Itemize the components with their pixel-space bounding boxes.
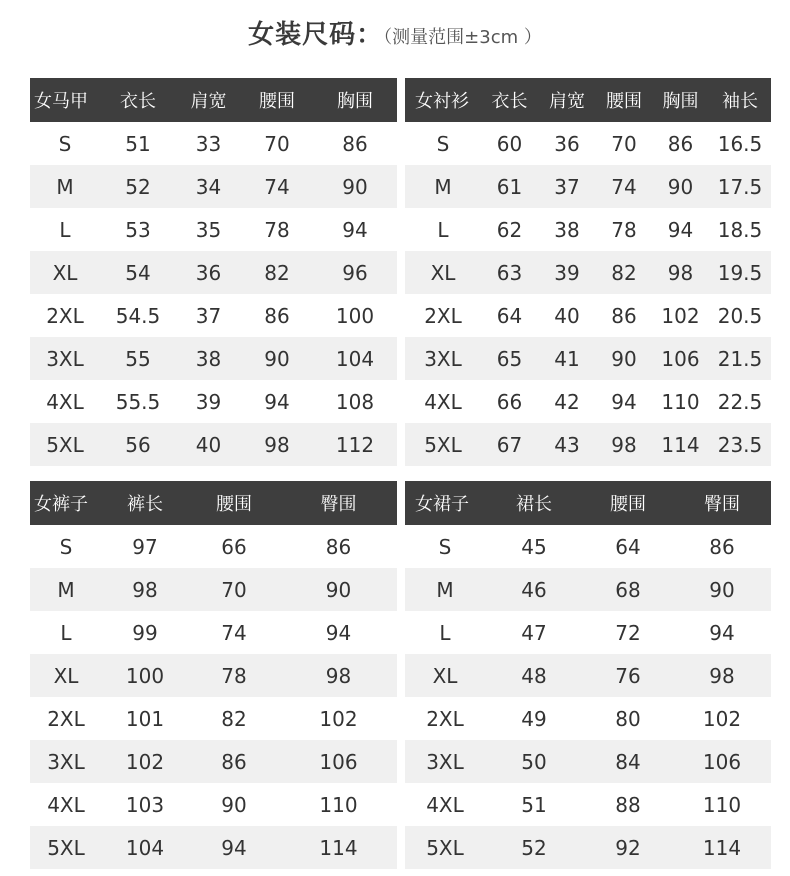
shirt-size-table xyxy=(405,78,771,466)
measurement-cell: 88 xyxy=(583,783,673,826)
page-title-subtitle: （测量范围±3cm ） xyxy=(383,27,542,48)
table-row xyxy=(30,122,397,165)
measurement-cell: 98 xyxy=(596,423,652,466)
table-row xyxy=(405,654,771,697)
measurement-cell: 90 xyxy=(313,165,397,208)
table-row xyxy=(405,783,771,826)
table-row xyxy=(30,337,397,380)
measurement-cell: 46 xyxy=(485,568,583,611)
measurement-cell: 16.5 xyxy=(709,122,771,165)
measurement-cell: 84 xyxy=(583,740,673,783)
size-label-cell: L xyxy=(30,611,102,654)
measurement-cell: 100 xyxy=(102,654,188,697)
size-label-cell: 5XL xyxy=(30,423,100,466)
header-cell: 裙长 xyxy=(485,481,583,525)
measurement-cell: 43 xyxy=(538,423,596,466)
skirt-size-table xyxy=(405,481,771,869)
measurement-cell: 94 xyxy=(596,380,652,423)
measurement-cell: 94 xyxy=(280,611,397,654)
size-label-cell: 5XL xyxy=(30,826,102,869)
table-row xyxy=(405,208,771,251)
measurement-cell: 39 xyxy=(176,380,241,423)
measurement-cell: 68 xyxy=(583,568,673,611)
measurement-cell: 74 xyxy=(596,165,652,208)
table-row xyxy=(30,654,397,697)
measurement-cell: 45 xyxy=(485,525,583,568)
size-label-cell: S xyxy=(405,525,485,568)
measurement-cell: 54 xyxy=(100,251,176,294)
measurement-cell: 74 xyxy=(241,165,313,208)
measurement-cell: 52 xyxy=(485,826,583,869)
measurement-cell: 21.5 xyxy=(709,337,771,380)
size-label-cell: XL xyxy=(30,251,100,294)
measurement-cell: 63 xyxy=(481,251,538,294)
measurement-cell: 86 xyxy=(673,525,771,568)
measurement-cell: 78 xyxy=(188,654,280,697)
header-cell-category: 女衬衫 xyxy=(405,78,481,122)
table-row xyxy=(30,165,397,208)
measurement-cell: 55.5 xyxy=(100,380,176,423)
measurement-cell: 19.5 xyxy=(709,251,771,294)
vest-size-table xyxy=(30,78,397,466)
measurement-cell: 86 xyxy=(241,294,313,337)
table-row xyxy=(405,697,771,740)
table-row xyxy=(405,380,771,423)
size-label-cell: 3XL xyxy=(30,337,100,380)
size-label-cell: XL xyxy=(405,654,485,697)
measurement-cell: 48 xyxy=(485,654,583,697)
page-title xyxy=(0,14,790,51)
measurement-cell: 40 xyxy=(538,294,596,337)
measurement-cell: 98 xyxy=(652,251,709,294)
measurement-cell: 86 xyxy=(313,122,397,165)
size-label-cell: M xyxy=(405,568,485,611)
measurement-cell: 94 xyxy=(652,208,709,251)
size-label-cell: L xyxy=(405,208,481,251)
size-label-cell: 2XL xyxy=(30,697,102,740)
size-label-cell: 4XL xyxy=(30,783,102,826)
table-row xyxy=(30,611,397,654)
measurement-cell: 64 xyxy=(583,525,673,568)
size-label-cell: S xyxy=(30,122,100,165)
measurement-cell: 98 xyxy=(102,568,188,611)
measurement-cell: 82 xyxy=(188,697,280,740)
table-row xyxy=(30,380,397,423)
measurement-cell: 86 xyxy=(596,294,652,337)
measurement-cell: 40 xyxy=(176,423,241,466)
size-label-cell: S xyxy=(30,525,102,568)
measurement-cell: 110 xyxy=(280,783,397,826)
measurement-cell: 41 xyxy=(538,337,596,380)
measurement-cell: 102 xyxy=(673,697,771,740)
measurement-cell: 66 xyxy=(188,525,280,568)
table-row xyxy=(405,337,771,380)
measurement-cell: 82 xyxy=(241,251,313,294)
page-title-main: 女装尺码： xyxy=(248,20,384,50)
measurement-cell: 82 xyxy=(596,251,652,294)
size-label-cell: XL xyxy=(30,654,102,697)
measurement-cell: 35 xyxy=(176,208,241,251)
table-row xyxy=(30,568,397,611)
measurement-cell: 103 xyxy=(102,783,188,826)
size-label-cell: 4XL xyxy=(30,380,100,423)
measurement-cell: 37 xyxy=(538,165,596,208)
measurement-cell: 56 xyxy=(100,423,176,466)
table-row xyxy=(30,423,397,466)
header-cell: 胸围 xyxy=(652,78,709,122)
size-label-cell: 3XL xyxy=(405,740,485,783)
measurement-cell: 51 xyxy=(100,122,176,165)
table-header-row xyxy=(30,78,397,122)
measurement-cell: 36 xyxy=(176,251,241,294)
measurement-cell: 97 xyxy=(102,525,188,568)
measurement-cell: 94 xyxy=(241,380,313,423)
measurement-cell: 90 xyxy=(188,783,280,826)
measurement-cell: 17.5 xyxy=(709,165,771,208)
measurement-cell: 55 xyxy=(100,337,176,380)
table-row xyxy=(30,697,397,740)
table-row xyxy=(30,740,397,783)
measurement-cell: 51 xyxy=(485,783,583,826)
measurement-cell: 102 xyxy=(652,294,709,337)
table-row xyxy=(405,423,771,466)
measurement-cell: 99 xyxy=(102,611,188,654)
measurement-cell: 92 xyxy=(583,826,673,869)
measurement-cell: 106 xyxy=(673,740,771,783)
size-label-cell: 5XL xyxy=(405,423,481,466)
measurement-cell: 104 xyxy=(102,826,188,869)
size-label-cell: 3XL xyxy=(30,740,102,783)
measurement-cell: 94 xyxy=(188,826,280,869)
measurement-cell: 90 xyxy=(652,165,709,208)
table-row xyxy=(405,165,771,208)
pants-size-table xyxy=(30,481,397,869)
measurement-cell: 70 xyxy=(188,568,280,611)
measurement-cell: 112 xyxy=(313,423,397,466)
measurement-cell: 54.5 xyxy=(100,294,176,337)
measurement-cell: 72 xyxy=(583,611,673,654)
measurement-cell: 49 xyxy=(485,697,583,740)
measurement-cell: 52 xyxy=(100,165,176,208)
measurement-cell: 34 xyxy=(176,165,241,208)
measurement-cell: 70 xyxy=(241,122,313,165)
measurement-cell: 98 xyxy=(241,423,313,466)
measurement-cell: 90 xyxy=(241,337,313,380)
measurement-cell: 90 xyxy=(596,337,652,380)
table-row xyxy=(405,568,771,611)
header-cell: 裤长 xyxy=(102,481,188,525)
header-cell: 腰围 xyxy=(596,78,652,122)
measurement-cell: 23.5 xyxy=(709,423,771,466)
size-label-cell: M xyxy=(405,165,481,208)
size-label-cell: L xyxy=(30,208,100,251)
measurement-cell: 86 xyxy=(188,740,280,783)
measurement-cell: 90 xyxy=(280,568,397,611)
measurement-cell: 78 xyxy=(596,208,652,251)
size-label-cell: 4XL xyxy=(405,783,485,826)
table-row xyxy=(405,740,771,783)
header-cell: 腰围 xyxy=(188,481,280,525)
measurement-cell: 86 xyxy=(652,122,709,165)
measurement-cell: 114 xyxy=(673,826,771,869)
size-label-cell: 2XL xyxy=(30,294,100,337)
size-label-cell: 2XL xyxy=(405,697,485,740)
measurement-cell: 104 xyxy=(313,337,397,380)
size-label-cell: 5XL xyxy=(405,826,485,869)
measurement-cell: 106 xyxy=(652,337,709,380)
size-label-cell: 4XL xyxy=(405,380,481,423)
measurement-cell: 98 xyxy=(280,654,397,697)
header-cell: 衣长 xyxy=(481,78,538,122)
measurement-cell: 53 xyxy=(100,208,176,251)
measurement-cell: 38 xyxy=(176,337,241,380)
measurement-cell: 80 xyxy=(583,697,673,740)
measurement-cell: 90 xyxy=(673,568,771,611)
table-row xyxy=(30,826,397,869)
measurement-cell: 86 xyxy=(280,525,397,568)
measurement-cell: 38 xyxy=(538,208,596,251)
header-cell: 臀围 xyxy=(673,481,771,525)
table-row xyxy=(30,294,397,337)
measurement-cell: 37 xyxy=(176,294,241,337)
measurement-cell: 110 xyxy=(652,380,709,423)
measurement-cell: 76 xyxy=(583,654,673,697)
table-row xyxy=(30,251,397,294)
measurement-cell: 114 xyxy=(652,423,709,466)
table-row xyxy=(405,611,771,654)
table-row xyxy=(405,122,771,165)
table-row xyxy=(405,251,771,294)
measurement-cell: 66 xyxy=(481,380,538,423)
header-cell-category: 女裙子 xyxy=(405,481,485,525)
measurement-cell: 42 xyxy=(538,380,596,423)
measurement-cell: 114 xyxy=(280,826,397,869)
header-cell: 肩宽 xyxy=(176,78,241,122)
measurement-cell: 101 xyxy=(102,697,188,740)
table-row xyxy=(30,208,397,251)
measurement-cell: 106 xyxy=(280,740,397,783)
header-cell-category: 女裤子 xyxy=(30,481,102,525)
table-row xyxy=(30,783,397,826)
size-label-cell: 2XL xyxy=(405,294,481,337)
header-cell-category: 女马甲 xyxy=(30,78,100,122)
measurement-cell: 61 xyxy=(481,165,538,208)
measurement-cell: 102 xyxy=(280,697,397,740)
measurement-cell: 98 xyxy=(673,654,771,697)
measurement-cell: 96 xyxy=(313,251,397,294)
header-cell: 肩宽 xyxy=(538,78,596,122)
table-row xyxy=(405,294,771,337)
measurement-cell: 78 xyxy=(241,208,313,251)
header-cell: 臀围 xyxy=(280,481,397,525)
header-cell: 袖长 xyxy=(709,78,771,122)
size-label-cell: M xyxy=(30,568,102,611)
measurement-cell: 20.5 xyxy=(709,294,771,337)
table-row xyxy=(30,525,397,568)
measurement-cell: 39 xyxy=(538,251,596,294)
header-cell: 衣长 xyxy=(100,78,176,122)
header-cell: 腰围 xyxy=(583,481,673,525)
measurement-cell: 100 xyxy=(313,294,397,337)
measurement-cell: 18.5 xyxy=(709,208,771,251)
header-cell: 胸围 xyxy=(313,78,397,122)
table-row xyxy=(405,826,771,869)
size-label-cell: S xyxy=(405,122,481,165)
size-label-cell: 3XL xyxy=(405,337,481,380)
table-header-row xyxy=(30,481,397,525)
measurement-cell: 110 xyxy=(673,783,771,826)
table-header-row xyxy=(405,78,771,122)
measurement-cell: 60 xyxy=(481,122,538,165)
measurement-cell: 108 xyxy=(313,380,397,423)
measurement-cell: 36 xyxy=(538,122,596,165)
measurement-cell: 94 xyxy=(673,611,771,654)
measurement-cell: 94 xyxy=(313,208,397,251)
measurement-cell: 62 xyxy=(481,208,538,251)
table-row xyxy=(405,525,771,568)
measurement-cell: 65 xyxy=(481,337,538,380)
measurement-cell: 102 xyxy=(102,740,188,783)
table-header-row xyxy=(405,481,771,525)
size-label-cell: XL xyxy=(405,251,481,294)
measurement-cell: 74 xyxy=(188,611,280,654)
measurement-cell: 33 xyxy=(176,122,241,165)
measurement-cell: 67 xyxy=(481,423,538,466)
measurement-cell: 22.5 xyxy=(709,380,771,423)
measurement-cell: 70 xyxy=(596,122,652,165)
measurement-cell: 47 xyxy=(485,611,583,654)
measurement-cell: 64 xyxy=(481,294,538,337)
measurement-cell: 50 xyxy=(485,740,583,783)
size-label-cell: M xyxy=(30,165,100,208)
size-label-cell: L xyxy=(405,611,485,654)
header-cell: 腰围 xyxy=(241,78,313,122)
